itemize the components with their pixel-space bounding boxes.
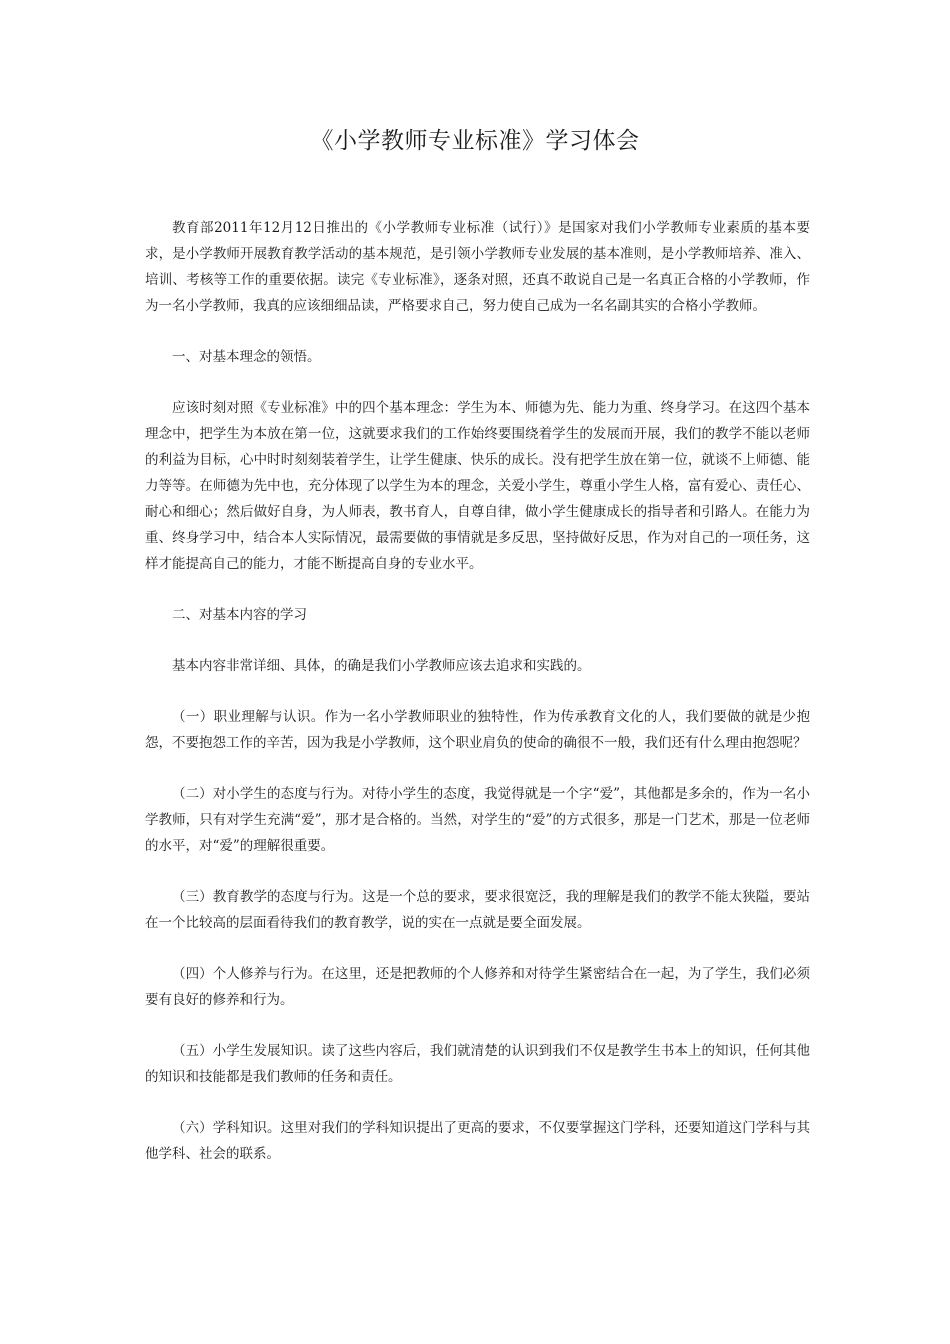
paragraph-section-2-intro: 基本内容非常详细、具体，的确是我们小学教师应该去追求和实践的。: [172, 658, 591, 674]
paragraph-item-4: （四）个人修养与行为。在这里，还是把教师的个人修养和对待学生紧密结合在一起，为了学生，我们必须要有良好的修养和行为。: [145, 966, 810, 1008]
paragraph-section-1: 应该时刻对照《专业标准》中的四个基本理念：学生为本、师德为先、能力为重、终身学习。在这四个基本理念中，把学生为本放在第一位，这就要求我们的工作始终要围绕着学生的发展而开展，我们的教学不能以老师的利益为目标，心中时时刻刻装着学生，让学生健康、快乐的成长。没有把学生放在第一位，就谈不上师德、能力等等。在师德为先中也，充分体现了以学生为本的理念，关爱小学生，尊重小学生人格，富有爱心、责任心、耐心和细心；然后做好自身，为人师表，教书育人，自尊自律，做小学生健康成长的指导者和引路人。在能力为重、终身学习中，结合本人实际情况，最需要做的事情就是多反思，坚持做好反思，作为对自己的一项任务，这样才能提高自己的能力，才能不断提高自身的专业水平。: [145, 400, 810, 572]
section-heading-1: 一、对基本理念的领悟。: [172, 349, 321, 365]
document-body: [145, 215, 810, 1192]
paragraph-item-6: （六）学科知识。这里对我们的学科知识提出了更高的要求，不仅要掌握这门学科，还要知道这门学科与其他学科、社会的联系。: [145, 1120, 810, 1162]
paragraph-intro: 教育部2011年12月12日推出的《小学教师专业标准（试行）》是国家对我们小学教师专业素质的基本要求，是小学教师开展教育教学活动的基本规范，是引领小学教师专业发展的基本准则，是小学教师培养、准入、培训、考核等工作的重要依据。读完《专业标准》，逐条对照，还真不敢说自己是一名真正合格的小学教师，作为一名小学教师，我真的应该细细品读，严格要求自己，努力使自己成为一名名副其实的合格小学教师。: [145, 220, 810, 314]
section-heading-2: 二、对基本内容的学习: [172, 607, 307, 623]
paragraph-item-1: （一）职业理解与认识。作为一名小学教师职业的独特性，作为传承教育文化的人，我们要做的就是少抱怨，不要抱怨工作的辛苦，因为我是小学教师，这个职业肩负的使命的确很不一般，我们还有什么理由抱怨呢？: [145, 709, 810, 751]
paragraph-item-2: （二）对小学生的态度与行为。对待小学生的态度，我觉得就是一个字“爱”，其他都是多余的，作为一名小学教师，只有对学生充满“爱”，那才是合格的。当然，对学生的“爱”的方式很多，那是一门艺术，那是一位老师的水平，对“爱”的理解很重要。: [145, 786, 810, 854]
document-title: 《小学教师专业标准》学习体会: [310, 128, 640, 154]
paragraph-item-5: （五）小学生发展知识。读了这些内容后，我们就清楚的认识到我们不仅是教学生书本上的知识，任何其他的知识和技能都是我们教师的任务和责任。: [145, 1043, 810, 1085]
paragraph-item-3: （三）教育教学的态度与行为。这是一个总的要求，要求很宽泛，我的理解是我们的教学不能太狭隘，要站在一个比较高的层面看待我们的教育教学，说的实在一点就是要全面发展。: [145, 889, 810, 931]
